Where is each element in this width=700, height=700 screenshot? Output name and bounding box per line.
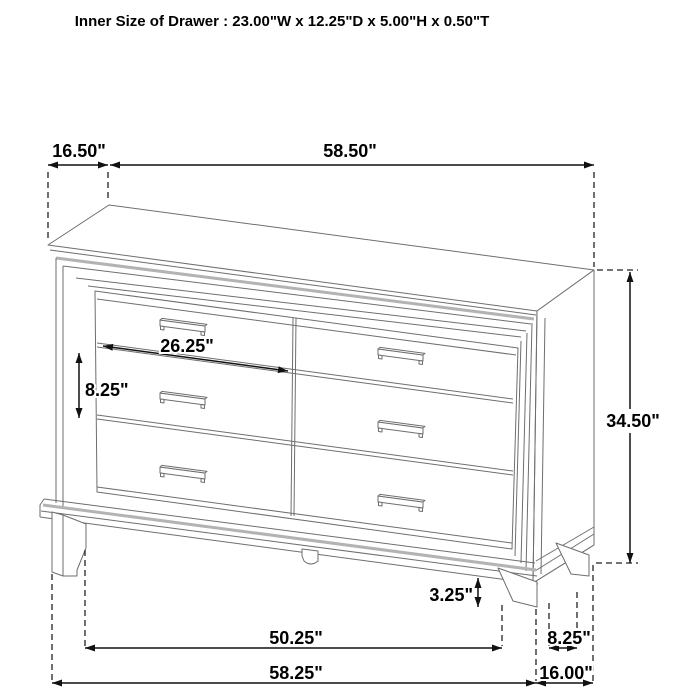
front-middle-foot — [302, 549, 318, 564]
dimension-foot-height — [429, 578, 478, 607]
dimension-label-foot-height: 3.25" — [429, 585, 473, 605]
dimension-base-overall-width — [52, 663, 536, 683]
right-frame-line — [526, 323, 532, 571]
dresser-top-face — [48, 205, 594, 311]
dimension-top-depth — [48, 141, 108, 165]
dimension-label-drawer-front-width: 26.25" — [160, 336, 214, 356]
dimension-label-top-depth: 16.50" — [52, 141, 106, 161]
dresser-front-face — [95, 291, 518, 549]
dimension-overall-height — [606, 272, 660, 563]
dimension-label-overall-height: 34.50" — [606, 411, 660, 431]
page-title: Inner Size of Drawer : 23.00"W x 12.25"D x 5.00"H x 0.50"T — [74, 13, 490, 30]
front-left-foot — [52, 512, 86, 576]
dimension-base-inner-width — [85, 628, 502, 648]
dimension-label-base-inner-width: 50.25" — [269, 628, 323, 648]
dimension-top-width — [110, 141, 594, 165]
dresser-drawing — [40, 205, 594, 607]
dimension-label-top-width: 58.50" — [323, 141, 377, 161]
dresser-side-panel — [533, 270, 594, 583]
base-left-edge — [40, 499, 44, 517]
dimension-base-depth — [536, 663, 593, 683]
left-edge — [56, 258, 63, 507]
right-frame-line — [521, 333, 527, 563]
dimension-back-foot-depth — [547, 628, 591, 648]
dimension-label-base-overall-width: 58.25" — [269, 663, 323, 683]
dimension-label-drawer-front-height: 8.25" — [85, 380, 129, 400]
dimension-label-base-depth: 16.00" — [539, 663, 593, 683]
dimension-label-back-foot-depth: 8.25" — [547, 628, 591, 648]
